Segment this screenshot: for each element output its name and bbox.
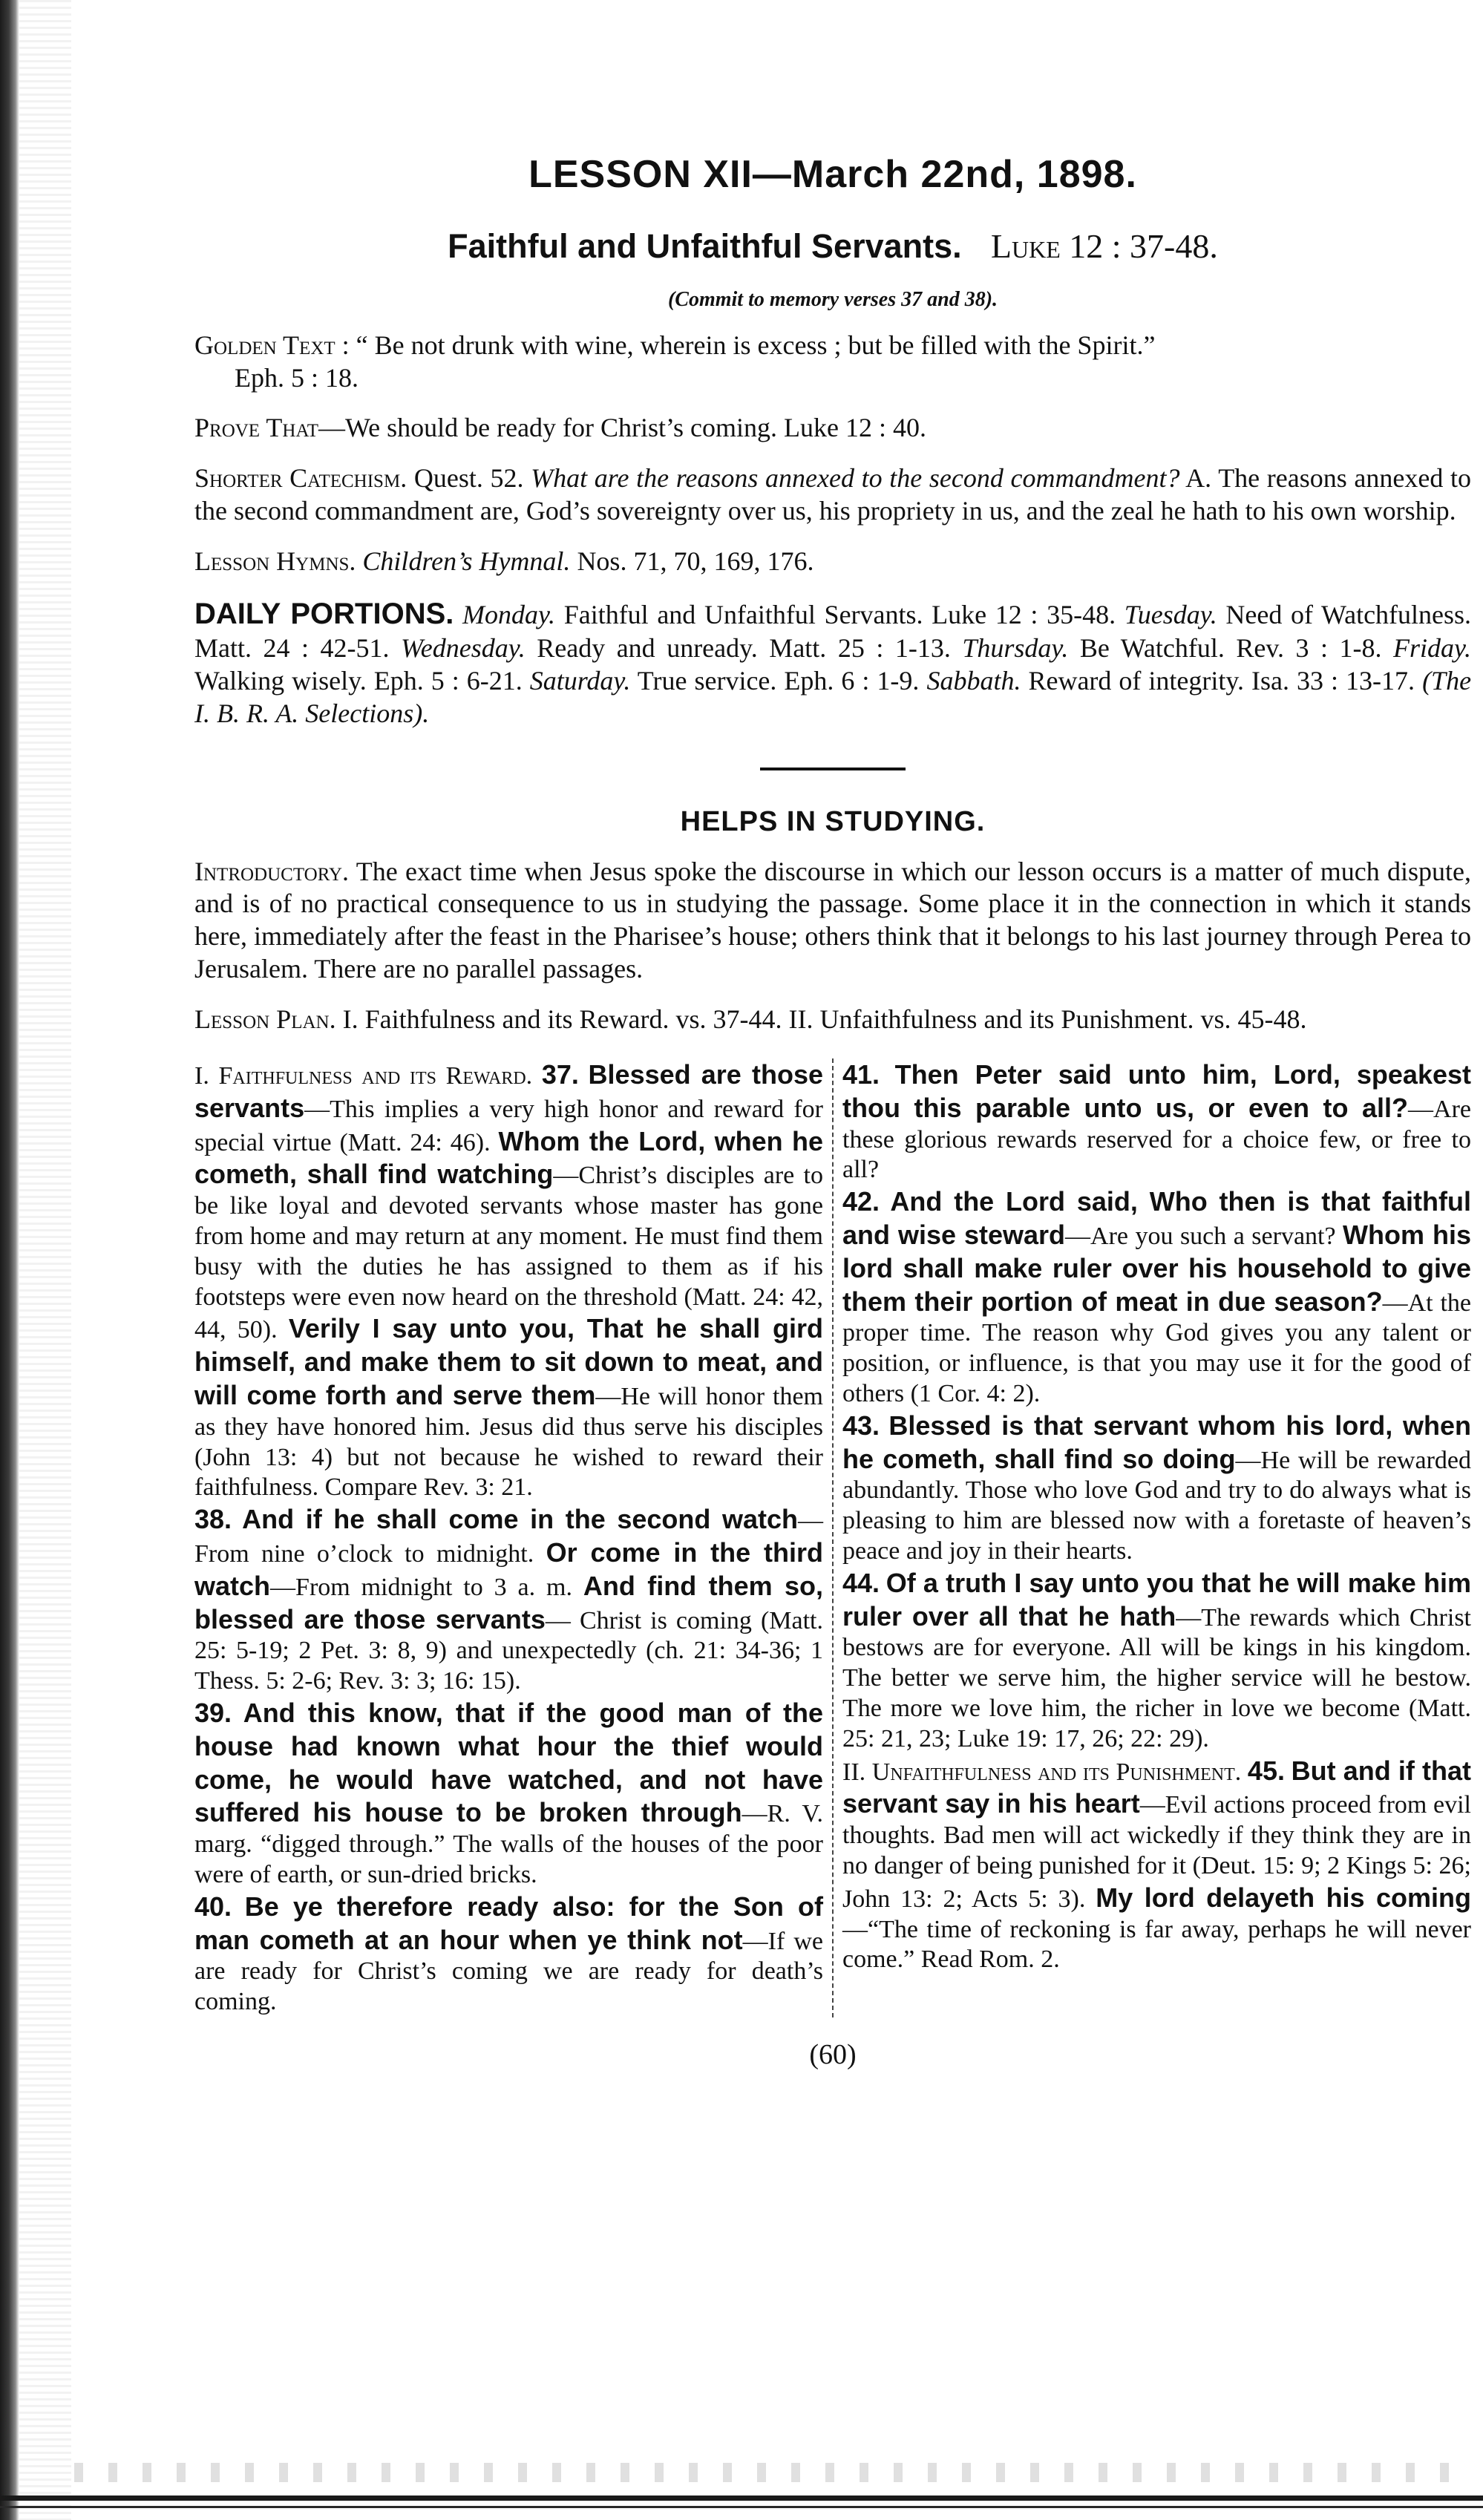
daily-saturday-day: Saturday. bbox=[529, 665, 631, 696]
scan-binding-edge bbox=[0, 0, 19, 2520]
shorter-catechism bbox=[194, 462, 1471, 528]
left-column-text bbox=[194, 1697, 823, 1891]
verse-text: And the Lord said, Who then is that faithful and wise steward bbox=[842, 1186, 1472, 1251]
lesson-scripture-ref: Luke 12 : 37-48. bbox=[990, 227, 1218, 265]
section-label: II. Unfaithfulness and its Punishment. bbox=[842, 1758, 1242, 1786]
verse-comment: —If we are ready for Christ’s coming we are ready for death’s coming. bbox=[194, 1927, 823, 2016]
verse-comment: —Are you such a servant? bbox=[1065, 1223, 1336, 1251]
lesson-plan-text: I. Faithfulness and its Reward. vs. 37-44. II. Unfaithfulness and its Punishment. vs. 45-48. bbox=[342, 1004, 1307, 1035]
verse-comment: —Christ’s disciples are to be like loyal and devoted servants whose master has gone from home and may return at any moment. He must find them busy with the duties he has assigned to them as if his footsteps were even now heard on the threshold (Matt. 24: 42, 44, 50). bbox=[194, 1162, 823, 1344]
introductory bbox=[194, 856, 1471, 986]
verse-comment: —From midnight to 3 a. m. bbox=[270, 1573, 572, 1601]
verse-comment: —R. V. marg. “digged through.” The walls of the houses of the poor were of earth, or sun-dried bricks. bbox=[194, 1800, 823, 1888]
golden-text-body: “ Be not drunk with wine, wherein is excess ; but be filled with the Spirit.” bbox=[356, 330, 1156, 360]
daily-sabbath: Reward of integrity. Isa. 33 : 13-17. bbox=[1028, 665, 1415, 696]
lesson-plan bbox=[194, 1004, 1471, 1036]
daily-selections: (The I. B. R. A. Selections). bbox=[194, 665, 1472, 728]
verse-comment: —This implies a very high honor and reward for special virtue (Matt. 24: 46). bbox=[194, 1095, 823, 1156]
section-label: I. Faithfulness and its Reward. bbox=[194, 1062, 533, 1090]
daily-portions bbox=[194, 596, 1471, 730]
verse-number: 39. bbox=[194, 1698, 232, 1729]
daily-monday: Faithful and Unfaithful Servants. Luke 12 : 35-48. bbox=[563, 600, 1116, 630]
verse-comment: —He will be rewarded abundantly. Those who love God and try to do always what is pleasing to him are blessed now with a foretaste of heaven’s peace and joy in their hearts. bbox=[842, 1446, 1471, 1565]
golden-text bbox=[194, 330, 1471, 395]
daily-monday-day: Monday. bbox=[462, 600, 556, 630]
verse-text: My lord delayeth his coming bbox=[1096, 1882, 1471, 1913]
page-bottom-rule bbox=[0, 2496, 1483, 2501]
daily-tuesday: Need of Watchfulness. Matt. 24 : 42-51. bbox=[194, 600, 1472, 663]
daily-sabbath-day: Sabbath. bbox=[926, 665, 1021, 696]
left-column bbox=[194, 1058, 834, 2017]
commentary-columns bbox=[194, 1058, 1471, 2017]
page-number: (60) bbox=[809, 2038, 857, 2070]
daily-thursday: Be Watchful. Rev. 3 : 1-8. bbox=[1079, 632, 1382, 663]
daily-friday-day: Friday. bbox=[1393, 632, 1472, 663]
lesson-hymns bbox=[194, 546, 1471, 578]
golden-text-ref: Eph. 5 : 18. bbox=[235, 362, 359, 393]
left-column-text bbox=[194, 1503, 823, 1697]
verse-comment: —Are these glorious rewards reserved for a choice few, or free to all? bbox=[842, 1095, 1471, 1184]
page-bottom-rule-thin bbox=[0, 2506, 1483, 2508]
daily-portions-heading: DAILY PORTIONS. bbox=[194, 598, 454, 631]
right-column bbox=[834, 1058, 1471, 2017]
verse-number: 45. bbox=[1247, 1755, 1285, 1786]
verse-text: But and if that servant say in his heart bbox=[842, 1755, 1472, 1819]
daily-wednesday-day: Wednesday. bbox=[401, 632, 526, 663]
verse-number: 44. bbox=[842, 1567, 880, 1598]
hymns-book: Children’s Hymnal. bbox=[362, 546, 571, 577]
verse-text: And if he shall come in the second watch bbox=[242, 1504, 798, 1535]
catechism-question: What are the reasons annexed to the second commandment? bbox=[531, 463, 1180, 494]
catechism-answer: The reasons annexed to the second commandment are, God’s sovereignty over us, his propriety in us, and the zeal he hath to his own worship. bbox=[194, 463, 1472, 526]
verse-comment: —Evil actions proceed from evil thoughts. Bad men will act wickedly if they think they are in no danger of being punished for it (Deut. 15: 9; 2 Kings 5: 26; John 13: 2; Acts 5: 3). bbox=[842, 1791, 1472, 1913]
catechism-label: Shorter Catechism. bbox=[194, 463, 407, 494]
prove-that bbox=[194, 412, 1471, 445]
verse-comment: —He will honor them as they have honored him. Jesus did thus serve his disciples (John 13: 4) but not because he wished to reward their faithfulness. Compare Rev. 3: 21. bbox=[194, 1383, 824, 1502]
verse-text: Of a truth I say unto you that he will make him ruler over all that he hath bbox=[842, 1567, 1471, 1632]
daily-tuesday-day: Tuesday. bbox=[1124, 600, 1217, 630]
lesson-subtitle-row bbox=[194, 228, 1471, 266]
right-column-text bbox=[842, 1058, 1471, 1185]
right-column-text bbox=[842, 1410, 1471, 1567]
verse-comment: —“The time of reckoning is far away, perhaps he will never come.” Read Rom. 2. bbox=[842, 1915, 1471, 1974]
scan-shadow bbox=[19, 0, 71, 2520]
verse-text: Verily I say unto you, That he shall gird himself, and make them to sit down to meat, and will come forth and serve them bbox=[194, 1313, 823, 1411]
verse-number: 43. bbox=[842, 1410, 880, 1441]
daily-saturday: True service. Eph. 6 : 1-9. bbox=[637, 665, 920, 696]
section-divider bbox=[760, 768, 906, 770]
verse-number: 42. bbox=[842, 1186, 880, 1217]
commit-note: (Commit to memory verses 37 and 38). bbox=[667, 287, 998, 311]
left-column-text bbox=[194, 1891, 823, 2017]
verse-number: 40. bbox=[194, 1891, 232, 1922]
verse-text: Then Peter said unto him, Lord, speakest thou this parable unto us, or even to all? bbox=[842, 1059, 1471, 1123]
hymns-label: Lesson Hymns. bbox=[194, 546, 356, 577]
verse-comment: — Christ is coming (Matt. 25: 5-19; 2 Pet. 3: 8, 9) and unexpectedly (ch. 21: 34-36; 1 Thess. 5: 2-6; Rev. 3: 3; 16: 15). bbox=[194, 1606, 823, 1695]
verse-text: Be ye therefore ready also: for the Son of man cometh at an hour when ye think not bbox=[194, 1891, 824, 1955]
introductory-label: Introductory. bbox=[194, 856, 350, 886]
introductory-text: The exact time when Jesus spoke the discourse in which our lesson occurs is a matter of much dispute, and is of no practical consequence to us in studying the passage. Some place it in the connection in which it stands here, immediately after the feast in the Pharisee’s house; others think that it belongs to his last journey through Perea to Jerusalem. There are no parallel passages. bbox=[194, 856, 1471, 984]
prove-that-text: We should be ready for Christ’s coming. Luke 12 : 40. bbox=[345, 413, 926, 443]
lesson-subtitle: Faithful and Unfaithful Servants. bbox=[448, 227, 962, 265]
verse-text: Or come in the third watch bbox=[194, 1537, 823, 1601]
scan-bottom-noise bbox=[74, 2463, 1470, 2482]
lesson-title: LESSON XII—March 22nd, 1898. bbox=[528, 153, 1137, 196]
helps-title: HELPS IN STUDYING. bbox=[680, 805, 986, 837]
verse-text: And this know, that if the good man of the house had known what hour the thief would come, he would have watched, and not have suffered his house to be broken through bbox=[194, 1698, 824, 1828]
catechism-quest: Quest. 52. bbox=[413, 463, 524, 494]
verse-text: Whom the Lord, when he cometh, shall find watching bbox=[194, 1125, 823, 1190]
verse-comment: —At the proper time. The reason why God gives you any talent or position, or influence, is that you may use it for the good of others (1 Cor. 4: 2). bbox=[842, 1289, 1471, 1408]
verse-number: 41. bbox=[842, 1059, 880, 1090]
right-column-text bbox=[842, 1755, 1471, 1976]
daily-friday: Walking wisely. Eph. 5 : 6-21. bbox=[194, 665, 523, 696]
daily-thursday-day: Thursday. bbox=[962, 632, 1069, 663]
verse-comment: —From nine o’clock to midnight. bbox=[194, 1507, 823, 1568]
verse-number: 37. bbox=[541, 1059, 579, 1090]
lesson-plan-label: Lesson Plan. bbox=[194, 1004, 336, 1035]
page-content bbox=[194, 152, 1471, 2071]
verse-text: Blessed is that servant whom his lord, when he cometh, shall find so doing bbox=[842, 1410, 1472, 1474]
verse-text: And find them so, blessed are those servants bbox=[194, 1570, 824, 1634]
left-column-text bbox=[194, 1058, 823, 1503]
golden-text-label: Golden Text : bbox=[194, 330, 350, 360]
daily-wednesday: Ready and unready. Matt. 25 : 1-13. bbox=[537, 632, 951, 663]
right-column-text bbox=[842, 1185, 1471, 1410]
verse-number: 38. bbox=[194, 1504, 232, 1535]
right-column-text bbox=[842, 1567, 1471, 1755]
catechism-answer-label: A. bbox=[1185, 463, 1212, 494]
verse-comment: —The rewards which Christ bestows are for everyone. All will be kings in his kingdom. The better we serve him, the higher service will he bestow. The more we love him, the richer in love we become (Matt. 25: 21, 23; Luke 19: 17, 26; 22: 29). bbox=[842, 1603, 1471, 1752]
prove-that-label: Prove That— bbox=[194, 413, 346, 443]
verse-text: Blessed are those servants bbox=[194, 1059, 823, 1123]
hymns-numbers: Nos. 71, 70, 169, 176. bbox=[577, 546, 814, 577]
verse-text: Whom his lord shall make ruler over his household to give them their portion of meat in due season? bbox=[842, 1220, 1471, 1317]
